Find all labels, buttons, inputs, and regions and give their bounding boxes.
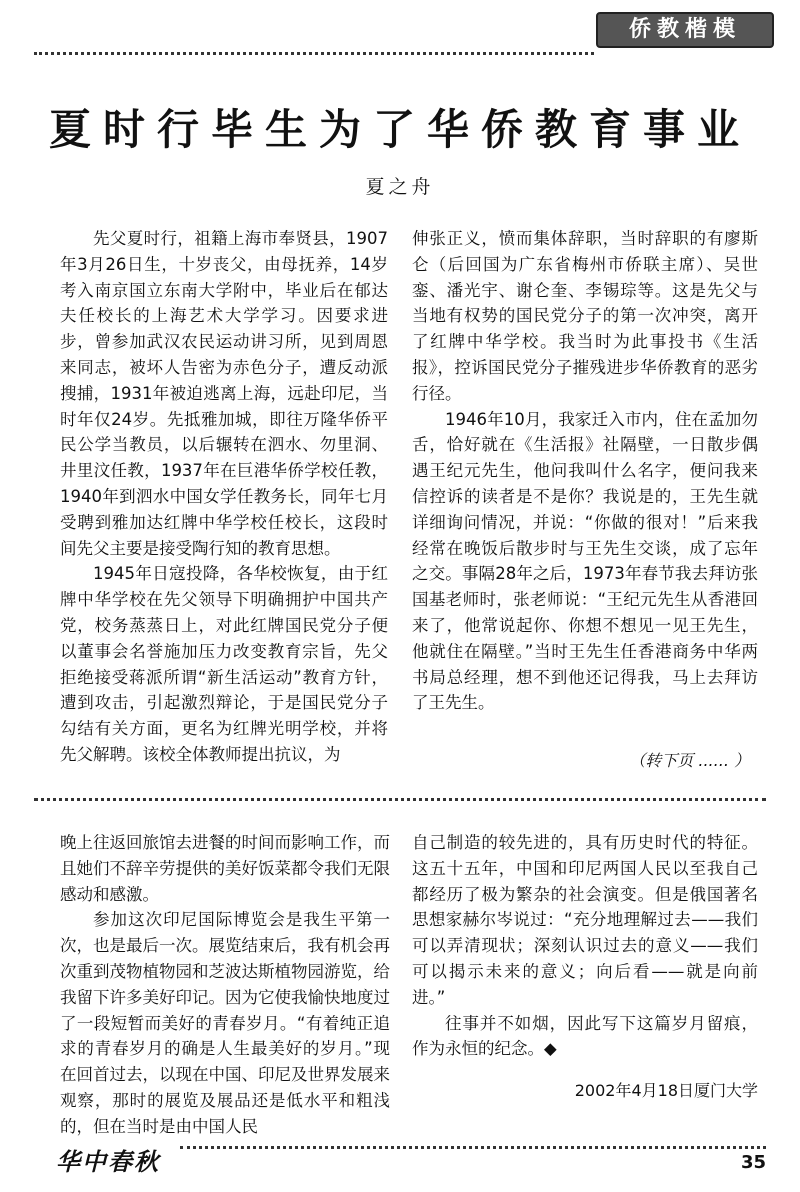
article-title: 夏时行毕生为了华侨教育事业	[48, 105, 751, 154]
dateline: 2002年4月18日厦门大学	[574, 1081, 758, 1100]
column-2	[412, 226, 758, 716]
paragraph: 自己制造的较先进的，具有历史时代的特征。这五十五年，中国和印尼两国人民以至我自己都经历了极为繁杂的社会演变。但是俄国著名思想家赫尔岑说过：“充分地理解过去——我们可以弄清现状；深刻认识过去的意义——我们可以揭示未来的意义；向后看——就是向前进。”	[412, 833, 758, 1007]
footer-divider	[180, 1146, 766, 1149]
paragraph: 1946年10月，我家迁入市内，住在孟加勿舌，恰好就在《生活报》社隔壁，一日散步偶遇王纪元先生，他问我叫什么名字，便问我来信控诉的读者是不是你？我说是的，王先生就详细询问情况，并说：“你做的很对！”后来我经常在晚饭后散步时与王先生交谈，成了忘年之交。事隔28年之后，1973年春节我去拜访张国基老师时，张老师说：“王纪元先生从香港回来了，他常说起你、你想不想见一见王先生，他就住在隔壁。”当时王先生任香港商务中华两书局总经理，想不到他还记得我，马上去拜访了王先生。	[412, 409, 758, 713]
column-3	[60, 830, 390, 1140]
continued-note: （转下页 ...... ）	[629, 751, 750, 770]
magazine-logo: 华中春秋	[56, 1147, 160, 1176]
paragraph: 先父夏时行，祖籍上海市奉贤县，1907年3月26日生，十岁丧父，由母抚养，14岁考入南京国立东南大学附中，毕业后在郁达夫任校长的上海艺术大学学习。因要求进步，曾参加武汉农民运动讲习所，见到周恩来同志，被坏人告密为赤色分子，遭反动派搜捕，1931年被迫逃离上海，远赴印尼，当时年仅24岁。先抵雅加城，即往万隆华侨平民公学当教员，以后辗转在泗水、勿里洞、井里汶任教，1937年在巨港华侨学校任教，1940年到泗水中国女学任教务长，同年七月受聘到雅加达红牌中华学校任校长，这段时间先父主要是接受陶行知的教育思想。	[60, 229, 388, 558]
column-4	[412, 830, 758, 1062]
page-number: 35	[740, 1152, 766, 1173]
column-1	[60, 226, 388, 768]
section-divider	[34, 798, 766, 801]
section-tag: 侨教楷模	[596, 12, 774, 48]
paragraph: 参加这次印尼国际博览会是我生平第一次，也是最后一次。展览结束后，我有机会再次重到茂物植物园和芝波达斯植物园游览，给我留下许多美好印记。因为它使我愉快地度过了一段短暂而美好的青春岁月。“有着纯正追求的青春岁月的确是人生最美好的岁月。”现在回首过去，以现在中国、印尼及世界发展来观察，那时的展览及展品还是低水平和粗浅的，但在当时是由中国人民	[60, 910, 390, 1136]
paragraph: 伸张正义，愤而集体辞职，当时辞职的有廖斯仑（后回国为广东省梅州市侨联主席）、吴世銮、潘光宇、谢仑奎、李锡琮等。这是先父与当地有权势的国民党分子的第一次冲突，离开了红牌中华学校。我当时为此事投书《生活报》，控诉国民党分子摧残进步华侨教育的恶劣行径。	[412, 229, 758, 403]
paragraph: 1945年日寇投降，各华校恢复，由于红牌中华学校在先父领导下明确拥护中国共产党，校务蒸蒸日上，对此红牌国民党分子便以董事会名誉施加压力改变教育宗旨，先父拒绝接受蒋派所谓“新生活运动”教育方针，遭到攻击，引起激烈辩论，于是国民党分子勾结有关方面，更名为红牌光明学校，并将先父解聘。该校全体教师提出抗议，为	[60, 564, 388, 764]
header-divider	[34, 52, 594, 55]
article-author: 夏之舟	[365, 176, 435, 198]
paragraph: 往事并不如烟，因此写下这篇岁月留痕，作为永恒的纪念。◆	[412, 1013, 758, 1059]
paragraph: 晚上往返回旅馆去进餐的时间而影响工作，而且她们不辞辛劳提供的美好饭菜都令我们无限感动和感激。	[60, 833, 390, 904]
